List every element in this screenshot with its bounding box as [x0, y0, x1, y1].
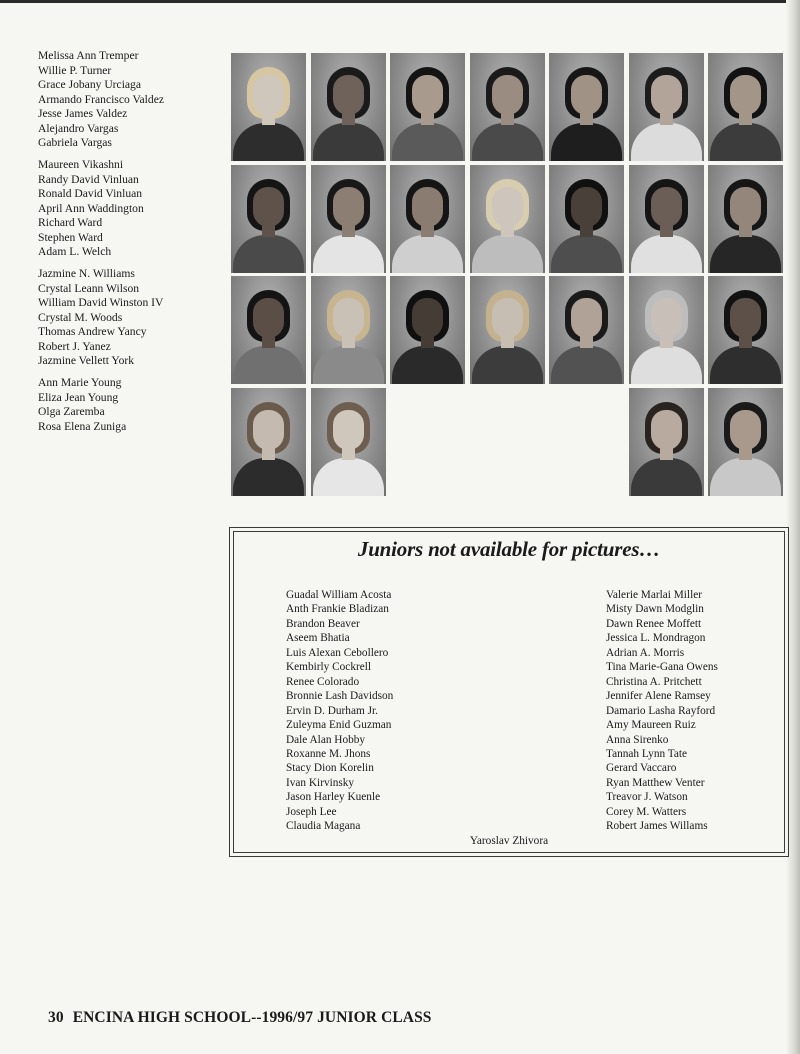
student-portrait: [549, 276, 624, 384]
portrait-face: [571, 187, 602, 227]
unavailable-student-name: Guadal William Acosta: [286, 589, 392, 601]
unavailable-student-name: Zuleyma Enid Guzman: [286, 719, 392, 732]
portrait-shoulders: [392, 346, 463, 384]
unavailable-student-name: Joseph Lee: [286, 805, 337, 818]
unavailable-student-name: Dale Alan Hobby: [286, 733, 366, 746]
portrait-shoulders: [392, 123, 463, 161]
portrait-face: [730, 187, 761, 227]
unavailable-student-name: Amy Maureen Ruiz: [606, 719, 696, 732]
unavailable-student-name: Roxanne M. Jhons: [286, 747, 371, 760]
student-portrait: [311, 388, 386, 496]
name-group: [38, 267, 164, 369]
student-portrait: [708, 388, 783, 496]
portrait-shoulders: [472, 346, 543, 384]
unavailable-student-name: Bronnie Lash Davidson: [286, 690, 394, 703]
portrait-shoulders: [710, 123, 781, 161]
student-name: April Ann Waddington: [38, 201, 144, 215]
student-name: Stephen Ward: [38, 230, 103, 244]
student-name: Ronald David Vinluan: [38, 187, 143, 200]
portrait-face: [651, 410, 682, 450]
portrait-shoulders: [710, 235, 781, 273]
page-top-edge: [0, 0, 800, 3]
student-name: Olga Zaremba: [38, 405, 105, 418]
student-portrait: [470, 53, 545, 161]
portrait-face: [412, 75, 443, 115]
portrait-shoulders: [710, 458, 781, 496]
student-portrait: [390, 276, 465, 384]
portrait-face: [412, 187, 443, 227]
portrait-shoulders: [233, 235, 304, 273]
student-name: Crystal Leann Wilson: [38, 281, 140, 295]
name-group: [38, 376, 164, 434]
student-portrait: [231, 388, 306, 496]
page-footer: [48, 1009, 432, 1027]
unavailable-student-name: Claudia Magana: [286, 820, 361, 833]
student-name: Melissa Ann Tremper: [38, 49, 139, 62]
student-name: William David Winston IV: [38, 296, 164, 309]
portrait-shoulders: [551, 235, 622, 273]
unavailable-student-name: Aseem Bhatia: [286, 632, 350, 645]
student-name: Armando Francisco Valdez: [38, 92, 164, 106]
student-name: Eliza Jean Young: [38, 390, 119, 404]
student-portrait: [311, 53, 386, 161]
portrait-face: [492, 75, 523, 115]
student-name: Randy David Vinluan: [38, 172, 139, 186]
portrait-shoulders: [313, 235, 384, 273]
student-portrait: [629, 165, 704, 273]
student-name: Richard Ward: [38, 216, 103, 229]
unavailable-student-name: Tannah Lynn Tate: [606, 747, 688, 760]
student-portrait: [708, 276, 783, 384]
student-name: Rosa Elena Zuniga: [38, 419, 127, 433]
student-name: Grace Jobany Urciaga: [38, 78, 142, 91]
unavailable-student-name: Jessica L. Mondragon: [606, 632, 706, 645]
portrait-shoulders: [233, 346, 304, 384]
unavailable-right-column: [606, 588, 718, 834]
unavailable-student-name: Anna Sirenko: [606, 733, 669, 746]
portrait-face: [412, 298, 443, 338]
portrait-face: [730, 298, 761, 338]
unavailable-student-name: Stacy Dion Korelin: [286, 762, 374, 775]
portrait-shoulders: [631, 123, 702, 161]
student-name: Thomas Andrew Yancy: [38, 325, 147, 338]
student-name: Ann Marie Young: [38, 376, 122, 389]
student-name: Jesse James Valdez: [38, 107, 128, 120]
student-name: Gabriela Vargas: [38, 136, 112, 149]
portrait-face: [651, 187, 682, 227]
student-name: Jazmine Vellett York: [38, 354, 135, 367]
portrait-shoulders: [551, 123, 622, 161]
student-portrait: [231, 53, 306, 161]
unavailable-student-name: Kembirly Cockrell: [286, 661, 372, 674]
student-photo-grid: [231, 53, 783, 495]
portrait-face: [333, 298, 364, 338]
unavailable-student-name: Ervin D. Durham Jr.: [286, 704, 378, 717]
unavailable-student-name: Brandon Beaver: [286, 617, 360, 630]
name-group: [38, 49, 164, 151]
student-name: Maureen Vikashni: [38, 158, 124, 171]
unavailable-student-name: Ivan Kirvinsky: [286, 776, 355, 789]
student-portrait: [549, 165, 624, 273]
unavailable-student-name: Valerie Marlai Miller: [606, 589, 702, 601]
portrait-face: [492, 298, 523, 338]
student-name: Alejandro Vargas: [38, 121, 119, 135]
portrait-face: [333, 75, 364, 115]
student-portrait: [470, 165, 545, 273]
student-portrait: [629, 276, 704, 384]
unavailable-left-column: [286, 588, 393, 834]
unavailable-student-name: Treavor J. Watson: [606, 791, 688, 804]
portrait-shoulders: [472, 235, 543, 273]
portrait-face: [333, 187, 364, 227]
unavailable-student-name: Anth Frankie Bladizan: [286, 603, 389, 616]
page-number: 30: [48, 1009, 64, 1026]
portrait-face: [651, 298, 682, 338]
name-group: [38, 158, 164, 260]
portrait-shoulders: [631, 235, 702, 273]
portrait-shoulders: [313, 458, 384, 496]
unavailable-student-name: Misty Dawn Modglin: [606, 603, 704, 616]
unavailable-student-name: Tina Marie-Gana Owens: [606, 661, 718, 674]
student-name: Adam L. Welch: [38, 245, 112, 258]
student-portrait: [708, 165, 783, 273]
footer-title: ENCINA HIGH SCHOOL--1996/97 JUNIOR CLASS: [72, 1009, 432, 1026]
unavailable-box-title: Juniors not available for pictures…: [357, 537, 661, 561]
unavailable-student-name: Luis Alexan Cebollero: [286, 646, 389, 659]
student-portrait: [470, 276, 545, 384]
unavailable-student-name: Corey M. Watters: [606, 805, 687, 818]
student-name: Willie P. Turner: [38, 63, 112, 77]
student-portrait: [390, 165, 465, 273]
portrait-shoulders: [233, 458, 304, 496]
student-name: Crystal M. Woods: [38, 310, 123, 324]
unavailable-student-name: Renee Colorado: [286, 675, 360, 688]
unavailable-box: [229, 527, 789, 857]
portrait-shoulders: [472, 123, 543, 161]
student-portrait: [231, 276, 306, 384]
portrait-shoulders: [631, 458, 702, 496]
portrait-face: [730, 410, 761, 450]
student-portrait: [311, 165, 386, 273]
student-portrait: [231, 165, 306, 273]
unavailable-student-name: Ryan Matthew Venter: [606, 776, 705, 789]
unavailable-student-name: Christina A. Pritchett: [606, 675, 702, 688]
portrait-shoulders: [392, 235, 463, 273]
unavailable-student-name: Damario Lasha Rayford: [606, 704, 716, 717]
student-portrait: [708, 53, 783, 161]
portrait-face: [333, 410, 364, 450]
student-name: Robert J. Yanez: [38, 339, 111, 353]
student-portrait: [390, 53, 465, 161]
student-portrait: [311, 276, 386, 384]
student-portrait: [629, 53, 704, 161]
portrait-shoulders: [631, 346, 702, 384]
portrait-face: [253, 410, 284, 450]
student-name-list: [38, 49, 164, 442]
portrait-face: [492, 187, 523, 227]
portrait-face: [253, 298, 284, 338]
unavailable-student-name: Gerard Vaccaro: [606, 762, 677, 775]
portrait-shoulders: [710, 346, 781, 384]
unavailable-student-name: Jason Harley Kuenle: [286, 791, 381, 804]
portrait-shoulders: [233, 123, 304, 161]
unavailable-student-name: Jennifer Alene Ramsey: [606, 690, 711, 703]
student-portrait: [549, 53, 624, 161]
student-portrait: [629, 388, 704, 496]
portrait-face: [730, 75, 761, 115]
unavailable-last-name: Yaroslav Zhivora: [469, 835, 549, 847]
portrait-face: [571, 298, 602, 338]
portrait-shoulders: [313, 346, 384, 384]
unavailable-student-name: Robert James Willams: [606, 820, 708, 833]
student-name: Jazmine N. Williams: [38, 267, 135, 280]
portrait-face: [253, 75, 284, 115]
portrait-face: [253, 187, 284, 227]
unavailable-student-name: Adrian A. Morris: [606, 646, 685, 659]
portrait-face: [571, 75, 602, 115]
portrait-shoulders: [551, 346, 622, 384]
portrait-shoulders: [313, 123, 384, 161]
portrait-face: [651, 75, 682, 115]
unavailable-student-name: Dawn Renee Moffett: [606, 617, 702, 630]
